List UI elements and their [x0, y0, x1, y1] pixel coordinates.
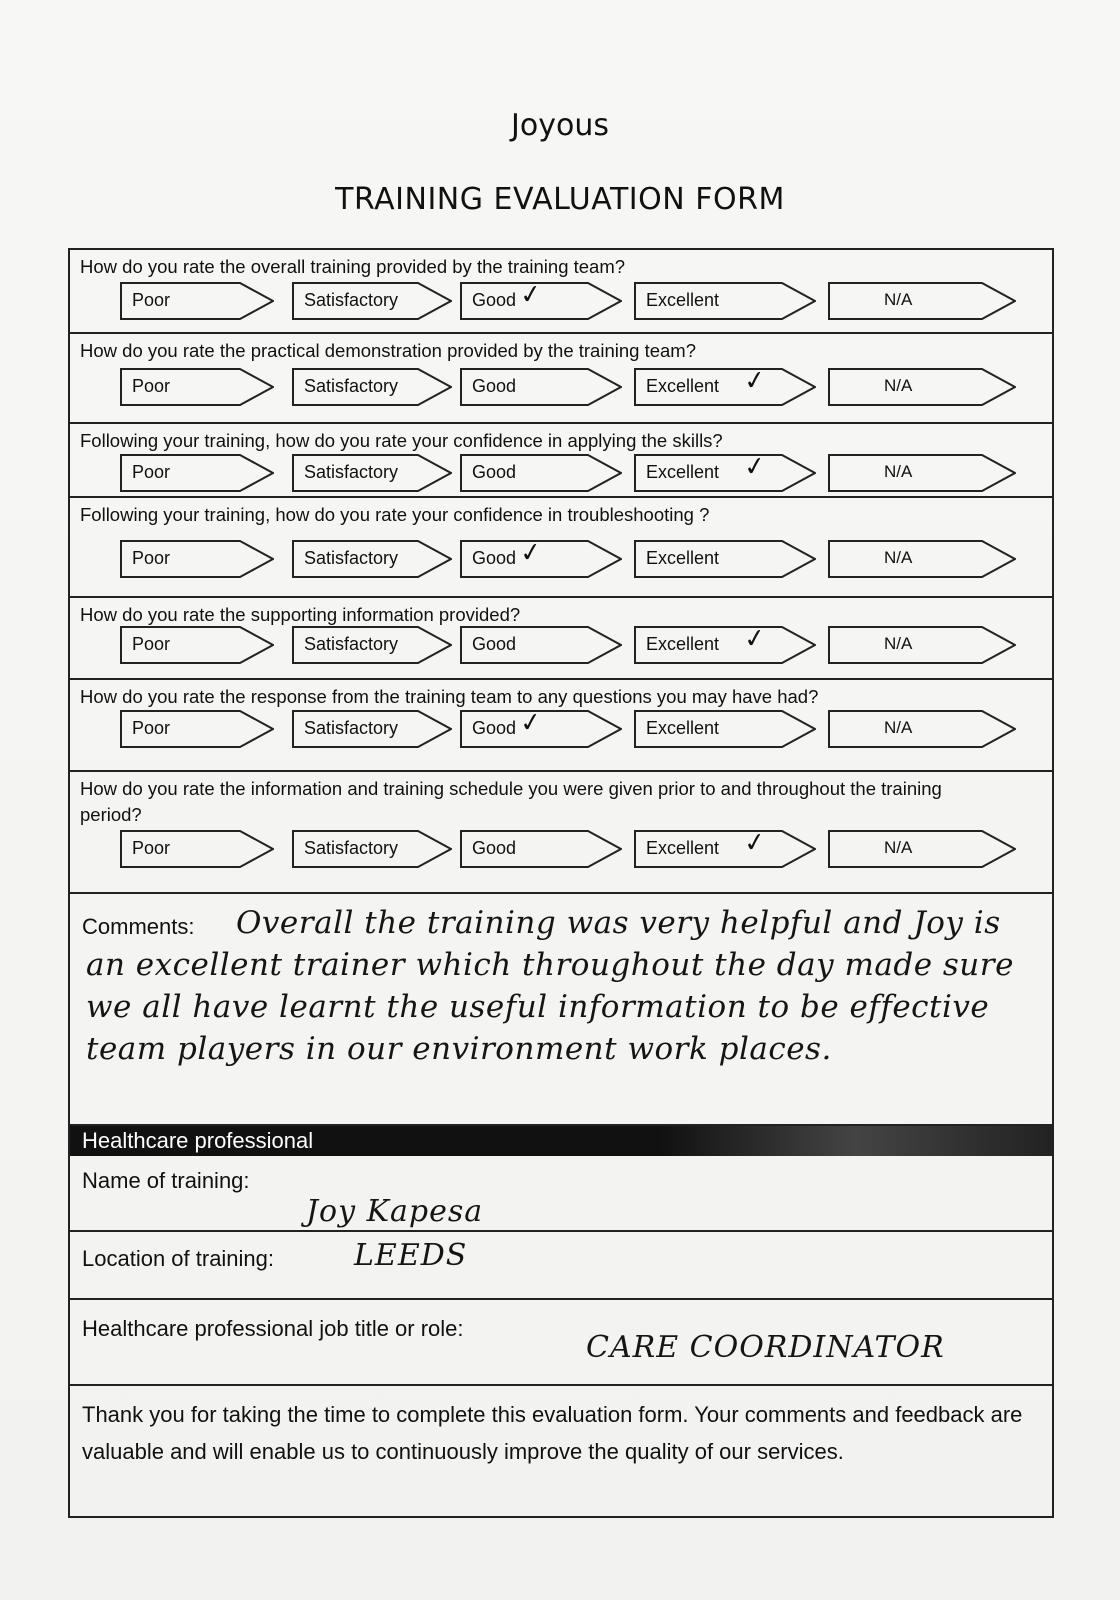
rating-option-label: Poor	[132, 290, 171, 310]
rating-option-poor[interactable]	[120, 282, 274, 320]
rating-option-excellent[interactable]	[634, 622, 816, 664]
question-text: How do you rate the overall training provided by the training team?	[80, 256, 626, 277]
rating-option-label: N/A	[884, 548, 913, 567]
training-location-row	[70, 1232, 1052, 1300]
job-title-label: Healthcare professional job title or role:	[82, 1316, 464, 1341]
rating-option-na[interactable]	[828, 368, 1016, 406]
training-name-row	[70, 1156, 1052, 1232]
rating-option-na[interactable]	[828, 282, 1016, 320]
rating-option-poor[interactable]	[120, 454, 274, 492]
rating-option-label: N/A	[884, 634, 913, 653]
question-row	[70, 424, 1052, 498]
rating-option-label: Good	[472, 548, 517, 568]
rating-option-label: Satisfactory	[304, 838, 399, 858]
rating-option-good[interactable]	[460, 536, 622, 578]
question-row	[70, 250, 1052, 334]
arrow-box-shape	[828, 368, 1016, 406]
rating-option-satisfactory[interactable]	[292, 626, 452, 664]
rating-option-label: Satisfactory	[304, 290, 399, 310]
rating-option-label: Good	[472, 290, 517, 310]
rating-option-good[interactable]	[460, 454, 622, 492]
rating-option-good[interactable]	[460, 830, 622, 868]
rating-option-poor[interactable]	[120, 710, 274, 748]
rating-option-poor[interactable]	[120, 368, 274, 406]
rating-option-satisfactory[interactable]	[292, 540, 452, 578]
question-text: Following your training, how do you rate your confidence in applying the skills?	[80, 430, 723, 451]
check-mark-icon: ✓	[742, 364, 768, 398]
rating-option-good[interactable]	[460, 278, 622, 320]
rating-option-label: N/A	[884, 462, 913, 481]
rating-option-excellent[interactable]	[634, 450, 816, 492]
training-location-label: Location of training:	[82, 1246, 275, 1271]
training-name-value: Joy Kapesa	[306, 1194, 484, 1229]
rating-option-label: Poor	[132, 462, 171, 482]
rating-option-label: N/A	[884, 290, 913, 309]
rating-option-label: Poor	[132, 548, 171, 568]
rating-option-label: Good	[472, 462, 517, 482]
arrow-box-shape	[828, 710, 1016, 748]
rating-option-label: Excellent	[646, 838, 720, 858]
arrow-box-shape	[828, 540, 1016, 578]
rating-option-satisfactory[interactable]	[292, 282, 452, 320]
question-text: How do you rate the practical demonstration provided by the training team?	[80, 340, 696, 361]
rating-option-label: Poor	[132, 718, 171, 738]
comments-label: Comments:	[82, 914, 195, 939]
rating-option-label: Excellent	[646, 376, 720, 396]
rating-option-label: Satisfactory	[304, 718, 399, 738]
check-mark-icon: ✓	[742, 622, 768, 656]
arrow-box-shape	[828, 830, 1016, 868]
rating-option-label: Excellent	[646, 462, 720, 482]
question-row	[70, 680, 1052, 772]
rating-option-label: Excellent	[646, 634, 720, 654]
rating-option-na[interactable]	[828, 626, 1016, 664]
rating-option-label: Good	[472, 376, 517, 396]
job-title-row	[70, 1300, 1052, 1386]
rating-option-label: Excellent	[646, 548, 720, 568]
rating-option-label: Satisfactory	[304, 462, 399, 482]
rating-option-label: Good	[472, 838, 517, 858]
question-text: How do you rate the response from the training team to any questions you may have had?	[80, 686, 819, 707]
company-name: Joyous	[511, 108, 609, 143]
question-row	[70, 498, 1052, 598]
rating-option-satisfactory[interactable]	[292, 368, 452, 406]
check-mark-icon: ✓	[518, 706, 544, 740]
rating-option-label: N/A	[884, 376, 913, 395]
rating-option-label: Excellent	[646, 718, 720, 738]
rating-option-poor[interactable]	[120, 626, 274, 664]
rating-option-good[interactable]	[460, 706, 622, 748]
question-row	[70, 598, 1052, 680]
question-row	[70, 772, 1052, 894]
job-title-value: CARE COORDINATOR	[586, 1330, 945, 1365]
check-mark-icon: ✓	[518, 278, 544, 312]
rating-option-label: Good	[472, 634, 517, 654]
rating-option-satisfactory[interactable]	[292, 710, 452, 748]
question-text: How do you rate the supporting information provided?	[80, 604, 521, 625]
arrow-box-shape	[828, 454, 1016, 492]
rating-option-good[interactable]	[460, 626, 622, 664]
rating-option-label: N/A	[884, 838, 913, 857]
rating-option-label: Satisfactory	[304, 634, 399, 654]
rating-option-label: N/A	[884, 718, 913, 737]
rating-option-excellent[interactable]	[634, 364, 816, 406]
rating-option-satisfactory[interactable]	[292, 454, 452, 492]
rating-option-satisfactory[interactable]	[292, 830, 452, 868]
rating-option-poor[interactable]	[120, 830, 274, 868]
check-mark-icon: ✓	[742, 450, 768, 484]
rating-option-label: Excellent	[646, 290, 720, 310]
evaluation-table	[68, 248, 1054, 1518]
thanks-text: Thank you for taking the time to complete this evaluation form. Your comments and feedback are valuable and will enable us to continuously improve the quality of our services.	[82, 1402, 1023, 1464]
training-name-label: Name of training:	[82, 1168, 250, 1193]
rating-option-excellent[interactable]	[634, 826, 816, 868]
arrow-box-shape	[828, 282, 1016, 320]
question-text: Following your training, how do you rate your confidence in troubleshooting ?	[80, 504, 710, 525]
comments-text: Overall the training was very helpful and Joy is an excellent trainer which throughout the day made sure we all have learnt the useful information to be effective team players in our environment work places.	[86, 905, 1014, 1067]
healthcare-header: Healthcare professional	[70, 1126, 1052, 1156]
rating-option-label: Poor	[132, 634, 171, 654]
rating-option-good[interactable]	[460, 368, 622, 406]
training-location-value: LEEDS	[354, 1238, 468, 1273]
check-mark-icon: ✓	[518, 536, 544, 570]
rating-option-label: Satisfactory	[304, 548, 399, 568]
question-text: How do you rate the information and training schedule you were given prior to and throughout the training period?	[80, 778, 942, 825]
rating-option-label: Good	[472, 718, 517, 738]
rating-option-label: Poor	[132, 838, 171, 858]
rating-option-label: Poor	[132, 376, 171, 396]
rating-option-na[interactable]	[828, 454, 1016, 492]
rating-option-excellent[interactable]	[634, 540, 816, 578]
rating-option-na[interactable]	[828, 830, 1016, 868]
rating-option-na[interactable]	[828, 710, 1016, 748]
question-row	[70, 334, 1052, 424]
rating-option-label: Satisfactory	[304, 376, 399, 396]
arrow-box-shape	[828, 626, 1016, 664]
rating-option-excellent[interactable]	[634, 282, 816, 320]
check-mark-icon: ✓	[742, 826, 768, 860]
rating-option-poor[interactable]	[120, 540, 274, 578]
rating-option-excellent[interactable]	[634, 710, 816, 748]
form-title: TRAINING EVALUATION FORM	[335, 182, 785, 217]
comments-section	[70, 894, 1052, 1126]
rating-option-na[interactable]	[828, 540, 1016, 578]
thanks-section	[70, 1386, 1052, 1516]
